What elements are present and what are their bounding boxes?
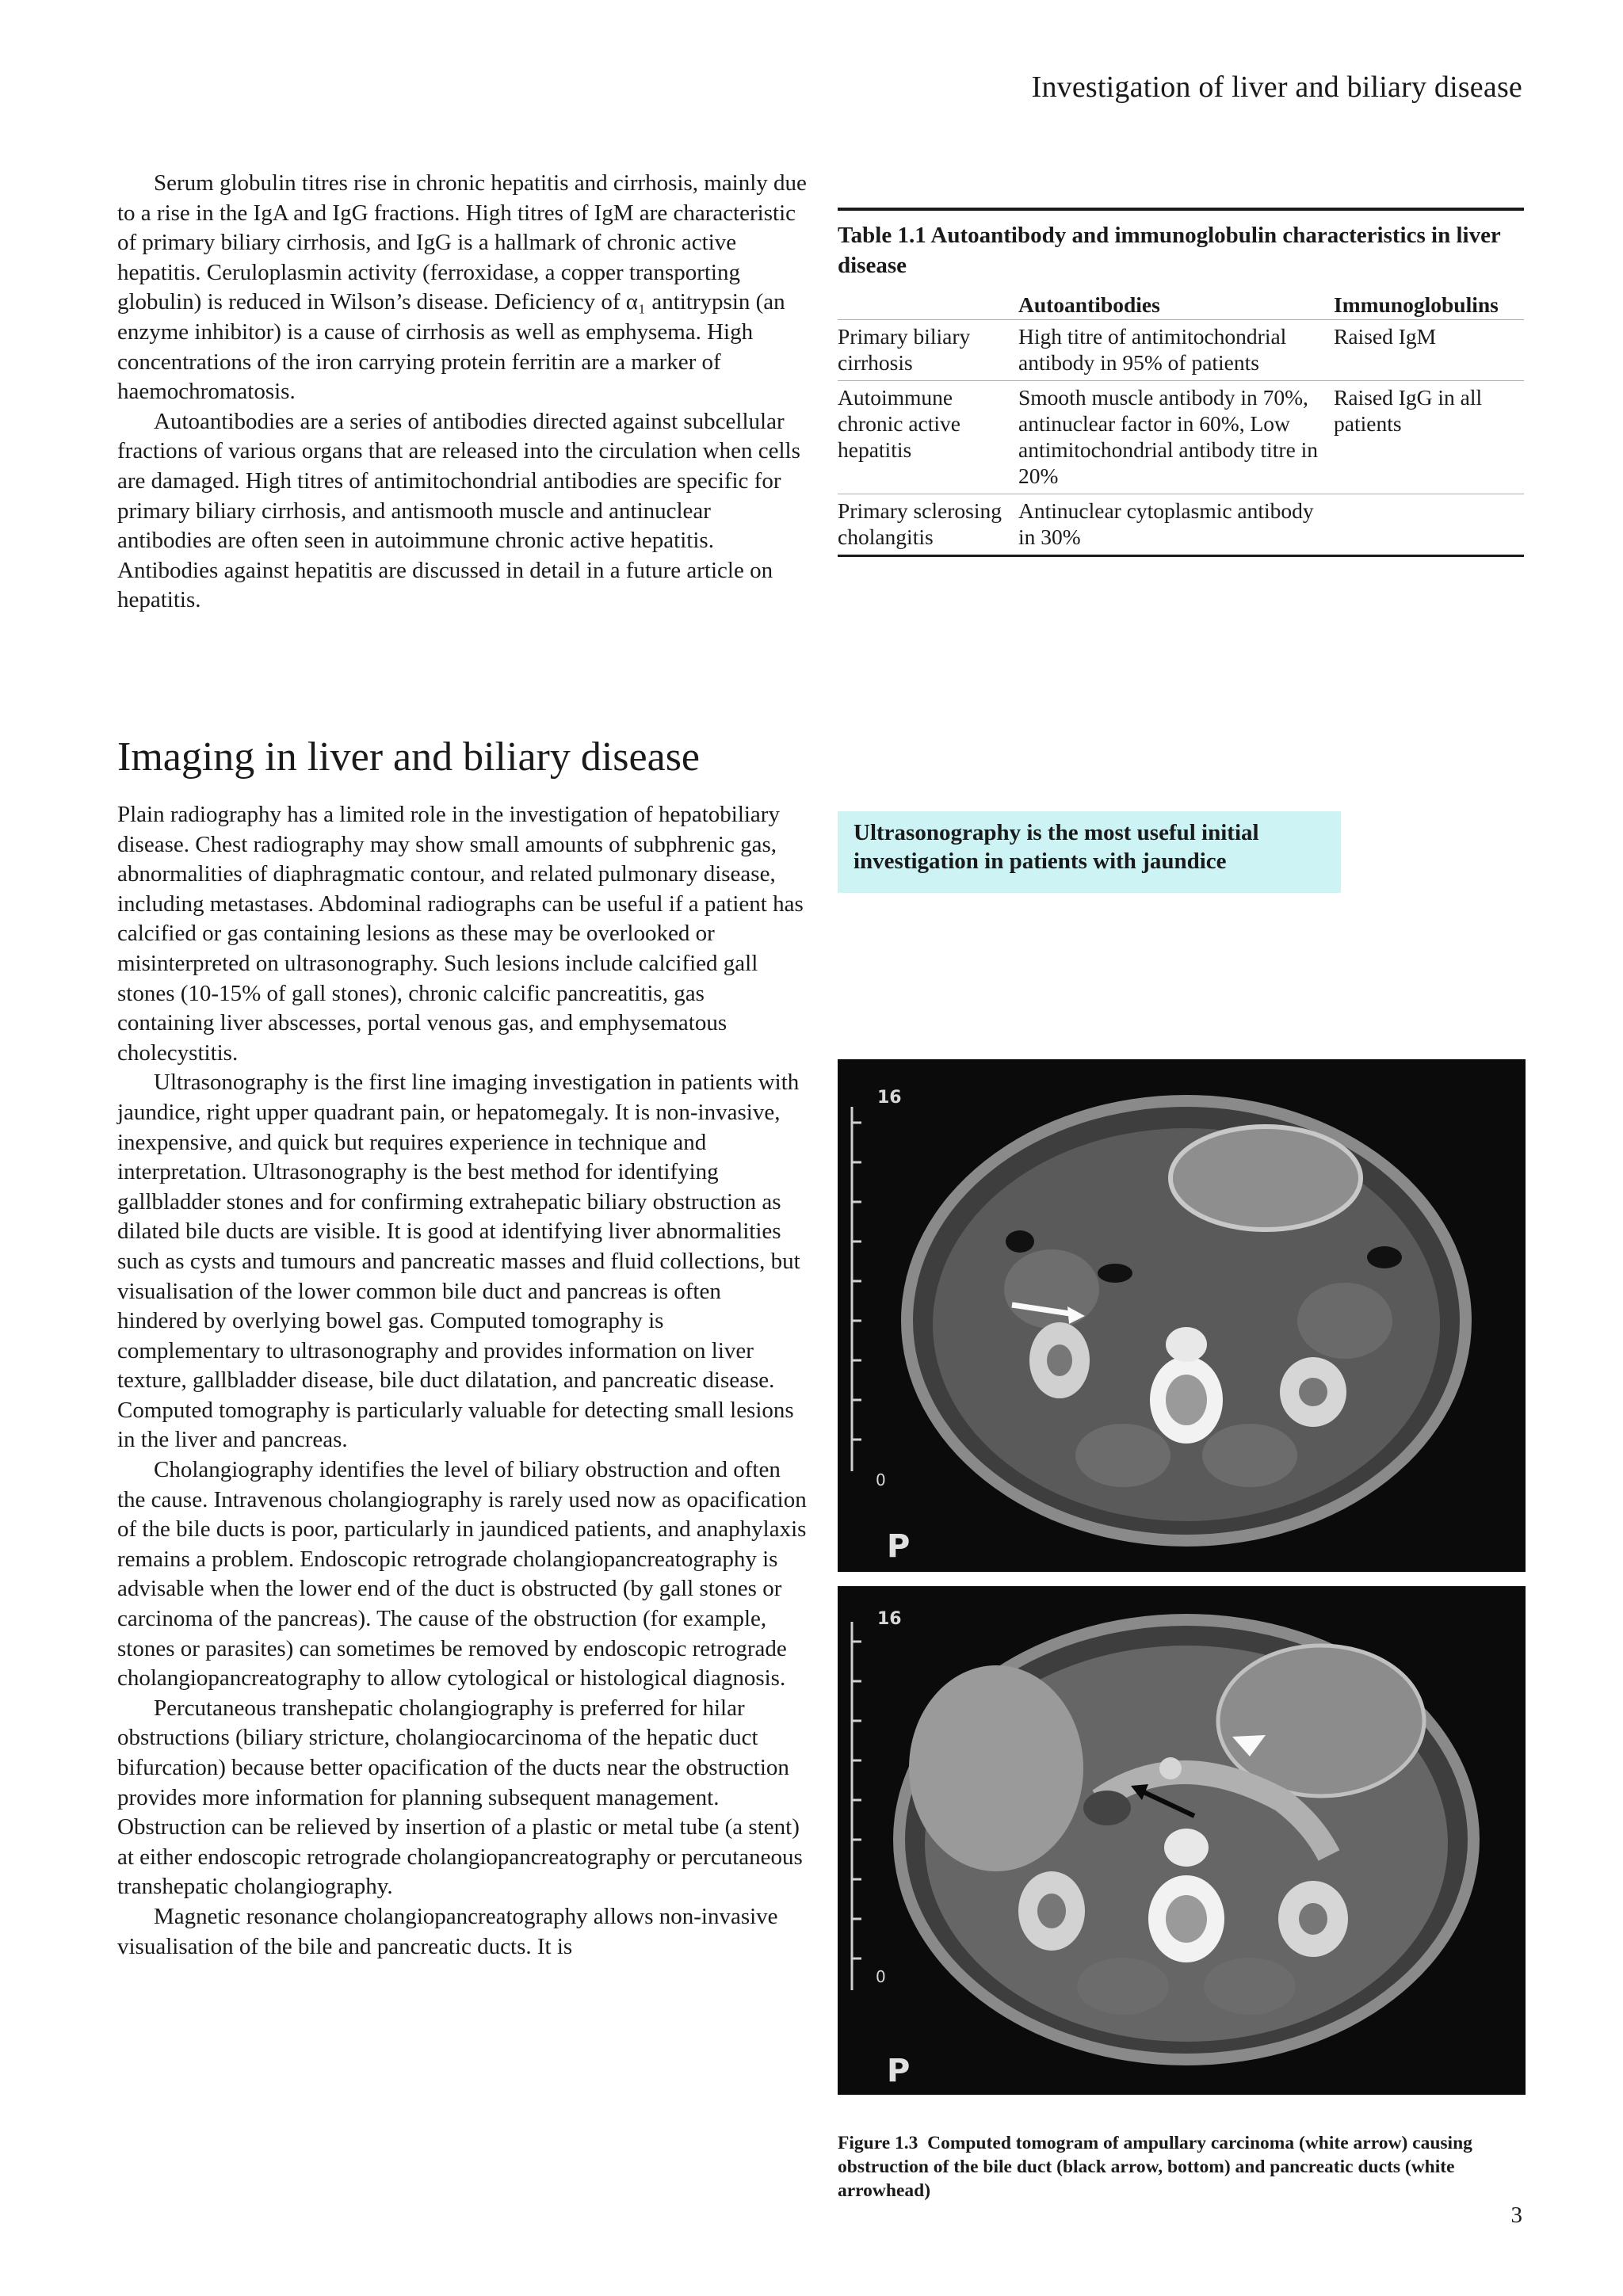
ct-scale-top-label: 16: [877, 1088, 902, 1108]
table-cell: [1334, 494, 1524, 556]
autoantibody-table-block: [838, 208, 1524, 557]
imaging-paragraph: Cholangiography identifies the level of biliary obstruction and often the cause. Intravenous cholangiography is rarely used now as opacification of the bile ducts is poor, particularly in jaundiced patients, and anaphylaxis remains a problem. Endoscopic retrograde cholangiopancreatography is advisable when the lower end of the duct is obstructed (by gall stones or carcinoma of the pancreas). The cause of the obstruction (for example, stones or parasites) can sometimes be removed by endoscopic retrograde cholangiopancreatography to allow cytological or histological diagnosis.: [117, 1457, 807, 1691]
table-cell: Raised IgG in all patients: [1334, 381, 1524, 494]
intro-text: [117, 169, 807, 616]
table-cell: Raised IgM: [1334, 320, 1524, 381]
table-header-cell: [838, 288, 1018, 320]
ct-orientation-label: P: [887, 2053, 911, 2089]
ct-orientation-label: P: [887, 1528, 911, 1565]
table-cell: Primary sclerosing cholangitis: [838, 494, 1018, 556]
running-head: Investigation of liver and biliary disease: [1031, 71, 1522, 104]
table-cell: Antinuclear cytoplasmic antibody in 30%: [1018, 494, 1334, 556]
autoantibody-table: [838, 288, 1524, 557]
page-number: 3: [1510, 2203, 1522, 2228]
intro-paragraph: Autoantibodies are a series of antibodies directed against subcellular fractions of various organs that are released into the circulation when cells are damaged. High titres of antimitochondrial antibodies are specific for primary biliary cirrhosis, and antismooth muscle and antinuclear antibodies are often seen in autoimmune chronic active hepatitis. Antibodies against hepatitis are discussed in detail in a future article on hepatitis.: [117, 408, 800, 613]
figure-caption-text: Computed tomogram of ampullary carcinoma (white arrow) causing obstruction of the bile duct (black arrow, bottom) and pancreatic ducts (white arrowhead): [838, 2133, 1472, 2201]
table-header-cell: Autoantibodies: [1018, 288, 1334, 320]
ct-scale-bottom-label: 0: [876, 1967, 886, 1986]
table-row: [838, 381, 1524, 494]
table-cell: High titre of antimitochondrial antibody in 95% of patients: [1018, 320, 1334, 381]
intro-paragraph: Serum globulin titres rise in chronic hepatitis and cirrhosis, mainly due to a rise in the IgA and IgG fractions. High titres of IgM are characteristic of primary biliary cirrhosis, and IgG is a hallmark of chronic active hepatitis. Ceruloplasmin activity (ferroxidase, a copper transporting globulin) is reduced in Wilson’s disease. Deficiency of α₁ antitrypsin (an enzyme inhibitor) is a cause of cirrhosis as well as emphysema. High concentrations of the iron carrying protein ferritin are a marker of haemochromatosis.: [117, 170, 807, 405]
imaging-paragraph: Plain radiography has a limited role in the investigation of hepatobiliary disease. Chest radiography may show small amounts of subphrenic gas, abnormalities of diaphragmatic contour, and related pulmonary disease, including metastases. Abdominal radiographs can be useful if a patient has calcified or gas containing lesions as these may be overlooked or misinterpreted on ultrasonography. Such lesions include calcified gall stones (10-15% of gall stones), chronic calcific pancreatitis, gas containing liver abscesses, portal venous gas, and emphysematous cholecystitis.: [117, 802, 804, 1066]
table-top-rule: [838, 208, 1524, 211]
ct-scale-top-label: 16: [877, 1609, 902, 1629]
ct-image-bottom: [838, 1586, 1526, 2095]
section-heading: Imaging in liver and biliary disease: [117, 734, 701, 780]
table-header-cell: Immunoglobulins: [1334, 288, 1524, 320]
ct-scale-bottom-label: 0: [876, 1470, 886, 1489]
table-row: [838, 320, 1524, 381]
imaging-paragraph: Magnetic resonance cholangiopancreatography allows non-invasive visualisation of the bile and pancreatic ducts. It is: [117, 1903, 778, 1959]
table-caption: Table 1.1 Autoantibody and immunoglobulin characteristics in liver disease: [838, 223, 1501, 278]
figure-label: Figure 1.3: [838, 2133, 918, 2153]
table-header-row: [838, 288, 1524, 320]
imaging-paragraph: Percutaneous transhepatic cholangiography is preferred for hilar obstructions (biliary stricture, cholangiocarcinoma of the hepatic duct bifurcation) because better opacification of the ducts near the obstruction provides more information for planning subsequent management. Obstruction can be relieved by insertion of a plastic or metal tube (a stent) at either endoscopic retrograde cholangiopancreatography or percutaneous transhepatic cholangiography.: [117, 1695, 803, 1900]
ct-scan-graphic: [838, 1059, 1526, 1572]
imaging-text: [117, 800, 807, 1962]
table-cell: Smooth muscle antibody in 70%, antinuclear factor in 60%, Low antimitochondrial antibody titre in 20%: [1018, 381, 1334, 494]
callout-box: Ultrasonography is the most useful initial investigation in patients with jaundice: [838, 811, 1341, 893]
imaging-paragraph: Ultrasonography is the first line imaging investigation in patients with jaundice, right upper quadrant pain, or hepatomegaly. It is non-invasive, inexpensive, and quick but requires experience in technique and interpretation. Ultrasonography is the best method for identifying gallbladder stones and for confirming extrahepatic biliary obstruction as dilated bile ducts are visible. It is good at identifying liver abnormalities such as cysts and tumours and pancreatic masses and fluid collections, but visualisation of the lower common bile duct and pancreas is often hindered by overlying bowel gas. Computed tomography is complementary to ultrasonography and provides information on liver texture, gallbladder disease, bile duct dilatation, and pancreatic disease. Computed tomography is particularly valuable for detecting small lesions in the liver and pancreas.: [117, 1070, 800, 1453]
table-row: [838, 494, 1524, 556]
table-cell: Autoimmune chronic active hepatitis: [838, 381, 1018, 494]
table-cell: Primary biliary cirrhosis: [838, 320, 1018, 381]
figure-caption: [838, 2131, 1519, 2203]
ct-scan-graphic: [838, 1586, 1526, 2095]
ct-image-top: [838, 1059, 1526, 1572]
